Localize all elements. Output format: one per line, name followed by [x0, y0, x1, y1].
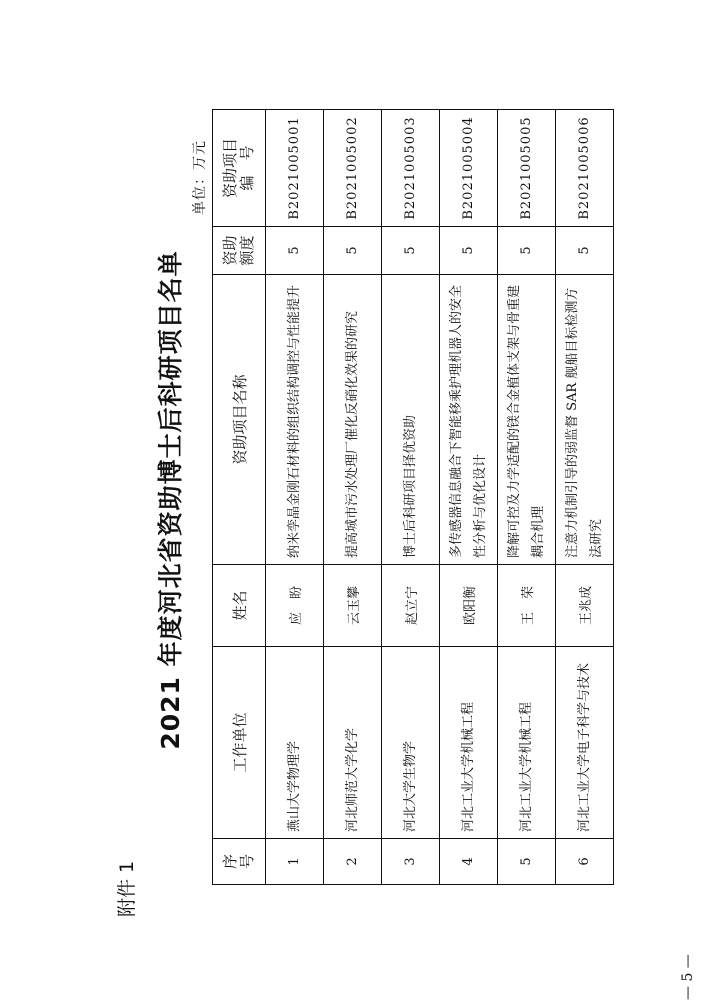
cell-amount: 5	[382, 227, 440, 275]
cell-amount: 5	[556, 227, 614, 275]
header-name: 姓名	[213, 565, 266, 647]
cell-seq: 5	[498, 839, 556, 885]
cell-amount: 5	[498, 227, 556, 275]
header-seq	[213, 839, 266, 885]
cell-seq: 2	[324, 839, 382, 885]
cell-name: 欧阳衡	[440, 565, 498, 647]
cell-name: 云玉攀	[324, 565, 382, 647]
header-amount	[213, 227, 266, 275]
cell-unit: 河北师范大学化学	[324, 647, 382, 839]
cell-seq: 3	[382, 839, 440, 885]
header-code-line1: 资助项目	[221, 138, 239, 199]
cell-code: B2021005005	[498, 110, 556, 227]
cell-code: B2021005004	[440, 110, 498, 227]
cell-unit: 河北工业大学机械工程	[498, 647, 556, 839]
cell-project: 纳米孪晶金刚石材料的组织结构调控与性能提升	[266, 275, 324, 565]
cell-name: 应 盼	[266, 565, 324, 647]
cell-code: B2021005006	[556, 110, 614, 227]
attachment-label: 附件 1	[116, 860, 138, 917]
cell-amount: 5	[266, 227, 324, 275]
cell-unit: 河北大学生物学	[382, 647, 440, 839]
cell-name: 王 荣	[498, 565, 556, 647]
page-title: 2021 年度河北省资助博士后科研项目名单	[156, 250, 185, 750]
cell-project: 注意力机制引导的弱监督 SAR 舰船目标检测方法研究	[556, 275, 614, 565]
table-header-row	[213, 110, 266, 885]
cell-amount: 5	[440, 227, 498, 275]
page-number: — 5 —	[680, 954, 696, 1000]
table-row	[382, 110, 440, 885]
cell-seq: 1	[266, 839, 324, 885]
cell-project: 博士后科研项目择优资助	[382, 275, 440, 565]
header-seq-line2: 号	[238, 854, 256, 870]
cell-name: 王兆成	[556, 565, 614, 647]
header-unit: 工作单位	[213, 647, 266, 839]
table-row	[324, 110, 382, 885]
header-seq-line1: 序	[221, 854, 239, 870]
cell-code: B2021005002	[324, 110, 382, 227]
cell-seq: 6	[556, 839, 614, 885]
unit-label: 单位：万元	[192, 140, 208, 215]
table-row	[498, 110, 556, 885]
cell-code: B2021005003	[382, 110, 440, 227]
table-row	[556, 110, 614, 885]
cell-unit: 河北工业大学机械工程	[440, 647, 498, 839]
header-amount-line2: 额度	[238, 235, 256, 266]
header-code-line2: 编 号	[238, 145, 256, 191]
cell-unit: 河北工业大学电子科学与技术	[556, 647, 614, 839]
cell-project: 降解可控及力学适配的镁合金植体支架与骨重建耦合机理	[498, 275, 556, 565]
cell-amount: 5	[324, 227, 382, 275]
header-project: 资助项目名称	[213, 275, 266, 565]
cell-unit: 燕山大学物理学	[266, 647, 324, 839]
header-code	[213, 110, 266, 227]
table-row	[440, 110, 498, 885]
header-amount-line1: 资助	[221, 235, 239, 266]
cell-seq: 4	[440, 839, 498, 885]
cell-name: 赵立宁	[382, 565, 440, 647]
cell-project: 提高城市污水处理厂催化反硝化效果的研究	[324, 275, 382, 565]
table-row	[266, 110, 324, 885]
cell-code: B2021005001	[266, 110, 324, 227]
funding-table	[212, 109, 614, 885]
cell-project: 多传感器信息融合下智能移乘护理机器人的安全性分析与优化设计	[440, 275, 498, 565]
